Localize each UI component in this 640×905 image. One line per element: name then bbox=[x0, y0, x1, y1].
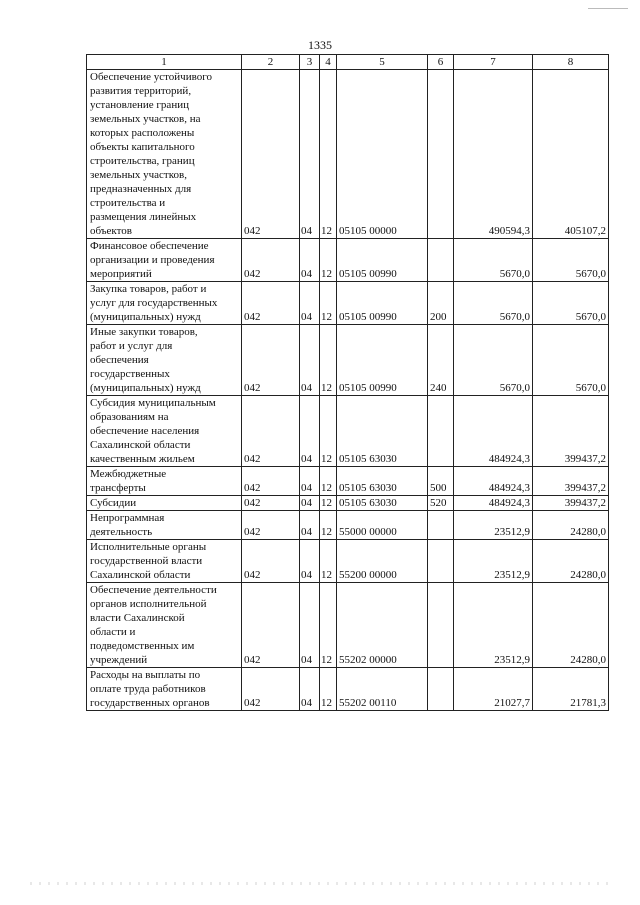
target-article-code: 55202 00110 bbox=[337, 668, 428, 711]
table-row bbox=[87, 396, 609, 467]
scan-noise bbox=[30, 882, 610, 885]
department-code: 042 bbox=[242, 396, 300, 467]
row-name-line: обеспечение населения bbox=[90, 425, 200, 437]
row-name-line: государственных bbox=[90, 368, 170, 380]
department-code: 042 bbox=[242, 496, 300, 511]
amount-year-1: 5670,0 bbox=[454, 282, 533, 325]
expense-type-code bbox=[428, 239, 454, 282]
column-header: 6 bbox=[428, 55, 454, 70]
row-name-line: земельных участков, bbox=[90, 169, 187, 181]
subsection-code: 12 bbox=[320, 583, 337, 668]
section-code: 04 bbox=[300, 282, 320, 325]
row-name-line: земельных участков, на bbox=[90, 113, 201, 125]
row-name bbox=[87, 668, 242, 711]
table-row bbox=[87, 70, 609, 239]
amount-year-2: 5670,0 bbox=[533, 325, 609, 396]
section-code: 04 bbox=[300, 583, 320, 668]
target-article-code: 55000 00000 bbox=[337, 511, 428, 540]
scan-edge-mark bbox=[588, 8, 628, 9]
row-name-line: Непрограммная bbox=[90, 512, 165, 524]
department-code: 042 bbox=[242, 282, 300, 325]
amount-year-2: 21781,3 bbox=[533, 668, 609, 711]
amount-year-2: 5670,0 bbox=[533, 239, 609, 282]
row-name-line: государственной власти bbox=[90, 555, 203, 567]
amount-year-1: 484924,3 bbox=[454, 496, 533, 511]
expense-type-code bbox=[428, 396, 454, 467]
target-article-code: 05105 00000 bbox=[337, 70, 428, 239]
row-name-line: которых расположены bbox=[90, 127, 195, 139]
row-name-line: обеспечения bbox=[90, 354, 149, 366]
table-row bbox=[87, 282, 609, 325]
table-row bbox=[87, 583, 609, 668]
amount-year-1: 23512,9 bbox=[454, 511, 533, 540]
row-name bbox=[87, 540, 242, 583]
section-code: 04 bbox=[300, 496, 320, 511]
row-name-line: объекты капитального bbox=[90, 141, 195, 153]
row-name-line: Субсидия муниципальным bbox=[90, 397, 216, 409]
column-header: 2 bbox=[242, 55, 300, 70]
subsection-code: 12 bbox=[320, 668, 337, 711]
table-header-row bbox=[87, 55, 609, 70]
row-name-line: предназначенных для bbox=[90, 183, 192, 195]
row-name-line: Межбюджетные bbox=[90, 468, 167, 480]
row-name-line: мероприятий bbox=[90, 268, 152, 280]
amount-year-2: 399437,2 bbox=[533, 467, 609, 496]
expense-type-code bbox=[428, 583, 454, 668]
department-code: 042 bbox=[242, 540, 300, 583]
amount-year-1: 484924,3 bbox=[454, 467, 533, 496]
row-name bbox=[87, 467, 242, 496]
target-article-code: 05105 63030 bbox=[337, 396, 428, 467]
table-row bbox=[87, 496, 609, 511]
amount-year-2: 405107,2 bbox=[533, 70, 609, 239]
section-code: 04 bbox=[300, 511, 320, 540]
page-number: 1335 bbox=[308, 38, 332, 52]
row-name-line: Иные закупки товаров, bbox=[90, 326, 198, 338]
row-name-line: учреждений bbox=[90, 654, 148, 666]
amount-year-2: 24280,0 bbox=[533, 540, 609, 583]
row-name bbox=[87, 70, 242, 239]
column-header: 7 bbox=[454, 55, 533, 70]
expense-type-code bbox=[428, 668, 454, 711]
expense-type-code: 200 bbox=[428, 282, 454, 325]
department-code: 042 bbox=[242, 239, 300, 282]
row-name bbox=[87, 583, 242, 668]
amount-year-2: 5670,0 bbox=[533, 282, 609, 325]
row-name bbox=[87, 396, 242, 467]
row-name bbox=[87, 511, 242, 540]
row-name bbox=[87, 239, 242, 282]
table-row bbox=[87, 325, 609, 396]
table-row bbox=[87, 239, 609, 282]
column-header: 5 bbox=[337, 55, 428, 70]
expense-type-code bbox=[428, 70, 454, 239]
row-name-line: Расходы на выплаты по bbox=[90, 669, 201, 681]
department-code: 042 bbox=[242, 70, 300, 239]
row-name-line: Сахалинской области bbox=[90, 439, 191, 451]
subsection-code: 12 bbox=[320, 70, 337, 239]
department-code: 042 bbox=[242, 325, 300, 396]
expense-type-code bbox=[428, 540, 454, 583]
subsection-code: 12 bbox=[320, 511, 337, 540]
row-name-line: деятельность bbox=[90, 526, 153, 538]
row-name bbox=[87, 282, 242, 325]
column-header: 8 bbox=[533, 55, 609, 70]
department-code: 042 bbox=[242, 511, 300, 540]
expense-type-code: 500 bbox=[428, 467, 454, 496]
row-name bbox=[87, 496, 242, 511]
subsection-code: 12 bbox=[320, 239, 337, 282]
target-article-code: 05105 00990 bbox=[337, 239, 428, 282]
row-name-line: услуг для государственных bbox=[90, 297, 218, 309]
row-name-line: Субсидии bbox=[90, 497, 137, 509]
row-name-line: трансферты bbox=[90, 482, 146, 494]
row-name-line: строительства, границ bbox=[90, 155, 195, 167]
amount-year-1: 484924,3 bbox=[454, 396, 533, 467]
target-article-code: 05105 00990 bbox=[337, 325, 428, 396]
table-row bbox=[87, 540, 609, 583]
expense-type-code: 240 bbox=[428, 325, 454, 396]
subsection-code: 12 bbox=[320, 396, 337, 467]
row-name-line: государственных органов bbox=[90, 697, 210, 709]
section-code: 04 bbox=[300, 467, 320, 496]
subsection-code: 12 bbox=[320, 540, 337, 583]
row-name-line: подведомственных им bbox=[90, 640, 195, 652]
target-article-code: 55202 00000 bbox=[337, 583, 428, 668]
column-header: 1 bbox=[87, 55, 242, 70]
department-code: 042 bbox=[242, 583, 300, 668]
amount-year-1: 5670,0 bbox=[454, 239, 533, 282]
subsection-code: 12 bbox=[320, 282, 337, 325]
department-code: 042 bbox=[242, 467, 300, 496]
subsection-code: 12 bbox=[320, 325, 337, 396]
amount-year-1: 5670,0 bbox=[454, 325, 533, 396]
section-code: 04 bbox=[300, 239, 320, 282]
row-name-line: установление границ bbox=[90, 99, 189, 111]
target-article-code: 05105 63030 bbox=[337, 496, 428, 511]
row-name-line: (муниципальных) нужд bbox=[90, 382, 201, 394]
section-code: 04 bbox=[300, 396, 320, 467]
expense-type-code: 520 bbox=[428, 496, 454, 511]
amount-year-1: 23512,9 bbox=[454, 583, 533, 668]
table-row bbox=[87, 467, 609, 496]
row-name-line: оплате труда работников bbox=[90, 683, 206, 695]
amount-year-2: 24280,0 bbox=[533, 583, 609, 668]
amount-year-2: 399437,2 bbox=[533, 496, 609, 511]
row-name-line: качественным жильем bbox=[90, 453, 195, 465]
section-code: 04 bbox=[300, 70, 320, 239]
subsection-code: 12 bbox=[320, 467, 337, 496]
expense-type-code bbox=[428, 511, 454, 540]
row-name-line: области и bbox=[90, 626, 136, 638]
row-name-line: Исполнительные органы bbox=[90, 541, 207, 553]
section-code: 04 bbox=[300, 668, 320, 711]
amount-year-1: 23512,9 bbox=[454, 540, 533, 583]
target-article-code: 05105 63030 bbox=[337, 467, 428, 496]
amount-year-2: 24280,0 bbox=[533, 511, 609, 540]
row-name-line: размещения линейных bbox=[90, 211, 197, 223]
row-name-line: (муниципальных) нужд bbox=[90, 311, 201, 323]
row-name bbox=[87, 325, 242, 396]
row-name-line: образованиям на bbox=[90, 411, 169, 423]
row-name-line: Финансовое обеспечение bbox=[90, 240, 209, 252]
section-code: 04 bbox=[300, 325, 320, 396]
row-name-line: власти Сахалинской bbox=[90, 612, 185, 624]
row-name-line: Обеспечение устойчивого bbox=[90, 71, 212, 83]
amount-year-1: 490594,3 bbox=[454, 70, 533, 239]
row-name-line: объектов bbox=[90, 225, 132, 237]
section-code: 04 bbox=[300, 540, 320, 583]
row-name-line: строительства и bbox=[90, 197, 166, 209]
table-row bbox=[87, 668, 609, 711]
row-name-line: развития территорий, bbox=[90, 85, 192, 97]
target-article-code: 05105 00990 bbox=[337, 282, 428, 325]
column-header: 4 bbox=[320, 55, 337, 70]
budget-table bbox=[86, 54, 609, 711]
row-name-line: Обеспечение деятельности bbox=[90, 584, 217, 596]
row-name-line: Сахалинской области bbox=[90, 569, 191, 581]
column-header: 3 bbox=[300, 55, 320, 70]
amount-year-1: 21027,7 bbox=[454, 668, 533, 711]
row-name-line: организации и проведения bbox=[90, 254, 215, 266]
department-code: 042 bbox=[242, 668, 300, 711]
row-name-line: Закупка товаров, работ и bbox=[90, 283, 207, 295]
target-article-code: 55200 00000 bbox=[337, 540, 428, 583]
row-name-line: органов исполнительной bbox=[90, 598, 207, 610]
amount-year-2: 399437,2 bbox=[533, 396, 609, 467]
subsection-code: 12 bbox=[320, 496, 337, 511]
row-name-line: работ и услуг для bbox=[90, 340, 173, 352]
table-row bbox=[87, 511, 609, 540]
